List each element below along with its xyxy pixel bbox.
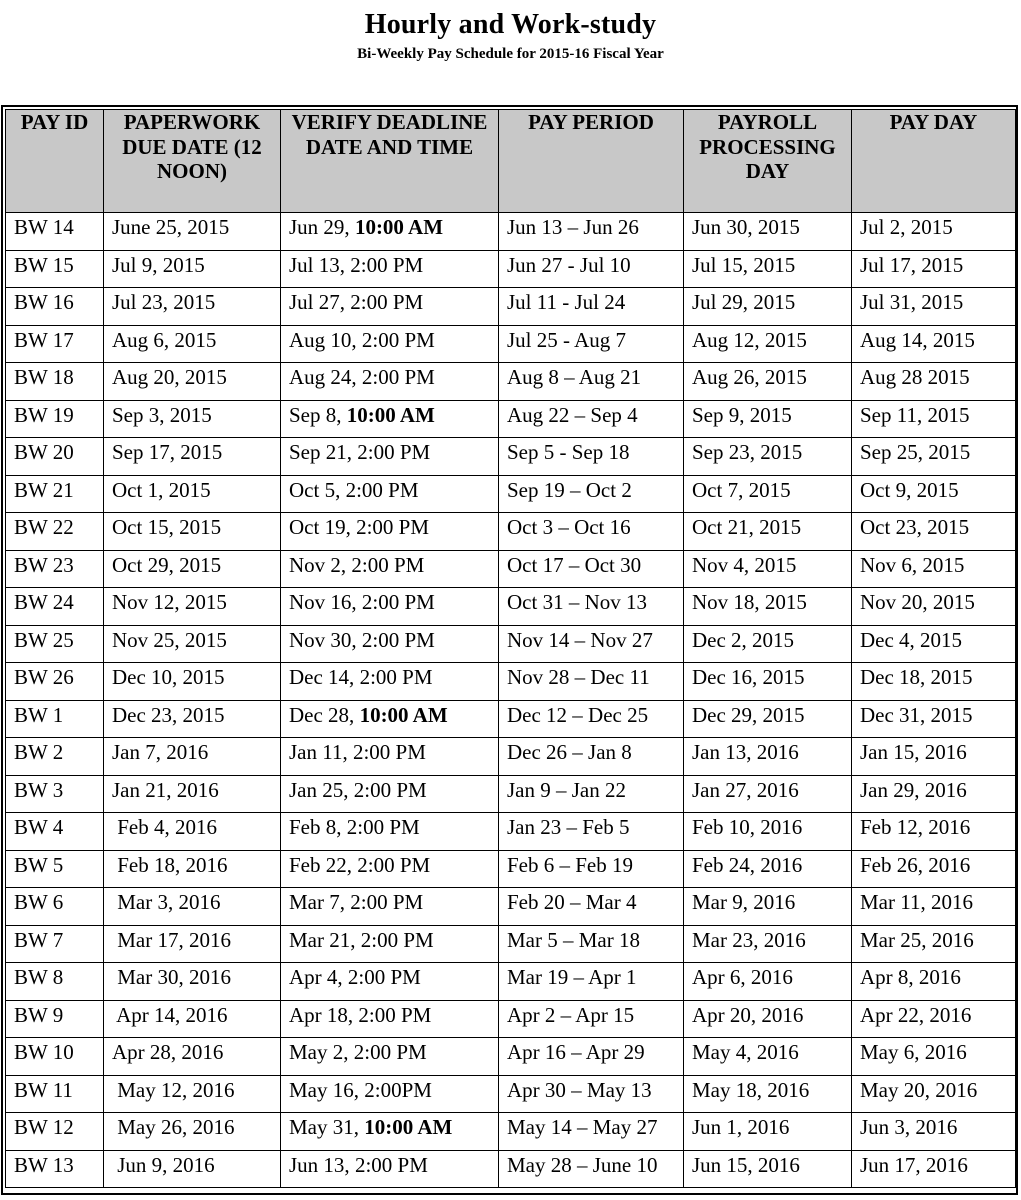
table-row: [6, 550, 1016, 588]
payroll-processing-day-cell: Jul 29, 2015: [684, 288, 852, 326]
table-body: [6, 213, 1016, 1188]
table-row: [6, 1038, 1016, 1076]
pay-period-cell: Feb 20 – Mar 4: [499, 888, 684, 926]
verify-deadline-cell: [281, 1038, 499, 1076]
pay-period-cell: Jan 9 – Jan 22: [499, 775, 684, 813]
verify-time: 2:00 PM: [361, 590, 435, 614]
verify-date: Aug 10,: [289, 327, 362, 352]
payroll-processing-day-cell: May 18, 2016: [684, 1075, 852, 1113]
verify-date: May 2,: [289, 1040, 354, 1064]
table-row: [6, 738, 1016, 776]
payroll-processing-day-cell: Dec 2, 2015: [684, 625, 852, 663]
verify-time: 2:00 PM: [354, 1152, 428, 1177]
column-header-pay-day: PAY DAY: [852, 110, 1016, 213]
paperwork-due-date-cell: Feb 4, 2016: [104, 813, 281, 851]
paperwork-due-date-cell: Dec 23, 2015: [104, 700, 281, 738]
verify-time: 2:00 PM: [353, 777, 427, 802]
payroll-processing-day-cell: Jan 13, 2016: [684, 738, 852, 776]
payroll-processing-day-cell: Nov 4, 2015: [684, 550, 852, 588]
pay-id-cell: BW 11: [6, 1075, 104, 1113]
verify-time: 2:00 PM: [350, 252, 424, 277]
paperwork-due-date-cell: Oct 29, 2015: [104, 550, 281, 588]
table-row: [6, 288, 1016, 326]
pay-id-cell: BW 6: [6, 888, 104, 926]
pay-schedule-table: [5, 109, 1016, 1188]
pay-day-cell: Dec 4, 2015: [852, 625, 1016, 663]
verify-deadline-cell: [281, 925, 499, 963]
verify-deadline-cell: [281, 738, 499, 776]
verify-time: 2:00 PM: [351, 552, 425, 577]
verify-date: Nov 16,: [289, 590, 362, 614]
paperwork-due-date-cell: Mar 30, 2016: [104, 963, 281, 1001]
paperwork-due-date-cell: May 12, 2016: [104, 1075, 281, 1113]
verify-date: Nov 2,: [289, 552, 352, 577]
pay-period-cell: Mar 19 – Apr 1: [499, 963, 684, 1001]
pay-id-cell: BW 24: [6, 588, 104, 626]
table-row: [6, 325, 1016, 363]
column-header-pay-id: PAY ID: [6, 110, 104, 213]
verify-time: 2:00 PM: [346, 815, 420, 839]
verify-time: 2:00 PM: [357, 852, 431, 877]
table-row: [6, 250, 1016, 288]
verify-deadline-cell: [281, 1113, 499, 1151]
verify-deadline-cell: [281, 963, 499, 1001]
column-header-verify-deadline: VERIFY DEADLINE DATE AND TIME: [281, 110, 499, 213]
verify-time: 2:00 PM: [361, 327, 435, 352]
pay-period-cell: Aug 22 – Sep 4: [499, 400, 684, 438]
paperwork-due-date-cell: Dec 10, 2015: [104, 663, 281, 701]
pay-period-cell: May 14 – May 27: [499, 1113, 684, 1151]
verify-deadline-cell: [281, 325, 499, 363]
payroll-processing-day-cell: Sep 23, 2015: [684, 438, 852, 476]
payroll-processing-day-cell: Jun 1, 2016: [684, 1113, 852, 1151]
verify-date: Oct 19,: [289, 515, 357, 539]
pay-id-cell: BW 3: [6, 775, 104, 813]
payroll-processing-day-cell: Nov 18, 2015: [684, 588, 852, 626]
pay-period-cell: Apr 2 – Apr 15: [499, 1000, 684, 1038]
table-row: [6, 663, 1016, 701]
verify-time: 10:00 AM: [346, 402, 435, 427]
pay-period-cell: Sep 5 - Sep 18: [499, 438, 684, 476]
verify-time: 2:00 PM: [357, 440, 431, 464]
column-header-payroll-processing-day: PAYROLL PROCESSING DAY: [684, 110, 852, 213]
paperwork-due-date-cell: Apr 28, 2016: [104, 1038, 281, 1076]
pay-id-cell: BW 2: [6, 738, 104, 776]
verify-deadline-cell: [281, 1150, 499, 1188]
payroll-processing-day-cell: Sep 9, 2015: [684, 400, 852, 438]
pay-period-cell: May 28 – June 10: [499, 1150, 684, 1188]
verify-date: Oct 5,: [289, 477, 346, 502]
pay-day-cell: May 20, 2016: [852, 1075, 1016, 1113]
verify-date: Apr 18,: [289, 1002, 359, 1027]
payroll-processing-day-cell: Aug 12, 2015: [684, 325, 852, 363]
verify-time: 10:00 AM: [364, 1115, 453, 1139]
pay-id-cell: BW 7: [6, 925, 104, 963]
table-row: [6, 925, 1016, 963]
verify-time: 2:00PM: [364, 1077, 432, 1102]
pay-period-cell: Feb 6 – Feb 19: [499, 850, 684, 888]
pay-day-cell: Jul 17, 2015: [852, 250, 1016, 288]
pay-day-cell: Jun 17, 2016: [852, 1150, 1016, 1188]
paperwork-due-date-cell: Oct 1, 2015: [104, 475, 281, 513]
verify-deadline-cell: [281, 775, 499, 813]
paperwork-due-date-cell: Aug 6, 2015: [104, 325, 281, 363]
verify-time: 10:00 AM: [354, 215, 444, 239]
pay-day-cell: May 6, 2016: [852, 1038, 1016, 1076]
pay-id-cell: BW 12: [6, 1113, 104, 1151]
verify-time: 2:00 PM: [360, 927, 434, 952]
paperwork-due-date-cell: Mar 17, 2016: [104, 925, 281, 963]
pay-period-cell: Jun 13 – Jun 26: [499, 213, 684, 251]
pay-period-cell: Dec 12 – Dec 25: [499, 700, 684, 738]
verify-time: 2:00 PM: [359, 665, 433, 689]
pay-id-cell: BW 15: [6, 250, 104, 288]
pay-id-cell: BW 1: [6, 700, 104, 738]
table-row: [6, 588, 1016, 626]
pay-day-cell: Oct 9, 2015: [852, 475, 1016, 513]
payroll-processing-day-cell: Jan 27, 2016: [684, 775, 852, 813]
verify-deadline-cell: [281, 813, 499, 851]
table-row: [6, 363, 1016, 401]
table-row: [6, 1000, 1016, 1038]
pay-period-cell: Oct 3 – Oct 16: [499, 513, 684, 551]
verify-deadline-cell: [281, 250, 499, 288]
pay-id-cell: BW 21: [6, 475, 104, 513]
table-row: [6, 1075, 1016, 1113]
paperwork-due-date-cell: Aug 20, 2015: [104, 363, 281, 401]
verify-deadline-cell: [281, 1000, 499, 1038]
payroll-processing-day-cell: Oct 7, 2015: [684, 475, 852, 513]
verify-date: Feb 22,: [289, 852, 358, 877]
pay-period-cell: Dec 26 – Jan 8: [499, 738, 684, 776]
paperwork-due-date-cell: Mar 3, 2016: [104, 888, 281, 926]
table-row: [6, 1150, 1016, 1188]
paperwork-due-date-cell: May 26, 2016: [104, 1113, 281, 1151]
pay-period-cell: Nov 28 – Dec 11: [499, 663, 684, 701]
pay-day-cell: Apr 8, 2016: [852, 963, 1016, 1001]
pay-id-cell: BW 17: [6, 325, 104, 363]
pay-day-cell: Nov 6, 2015: [852, 550, 1016, 588]
pay-period-cell: Jun 27 - Jul 10: [499, 250, 684, 288]
verify-deadline-cell: [281, 588, 499, 626]
pay-day-cell: Aug 28 2015: [852, 363, 1016, 401]
pay-period-cell: Nov 14 – Nov 27: [499, 625, 684, 663]
pay-id-cell: BW 13: [6, 1150, 104, 1188]
pay-day-cell: Dec 31, 2015: [852, 700, 1016, 738]
table-row: [6, 625, 1016, 663]
pay-period-cell: Aug 8 – Aug 21: [499, 363, 684, 401]
paperwork-due-date-cell: Jan 7, 2016: [104, 738, 281, 776]
payroll-processing-day-cell: Feb 10, 2016: [684, 813, 852, 851]
pay-day-cell: Jun 3, 2016: [852, 1113, 1016, 1151]
verify-deadline-cell: [281, 550, 499, 588]
table-row: [6, 963, 1016, 1001]
verify-time: 2:00 PM: [358, 1002, 432, 1027]
verify-date: May 16,: [289, 1077, 365, 1102]
table-row: [6, 813, 1016, 851]
verify-time: 2:00 PM: [361, 627, 435, 652]
pay-period-cell: Mar 5 – Mar 18: [499, 925, 684, 963]
paperwork-due-date-cell: Nov 25, 2015: [104, 625, 281, 663]
pay-period-cell: Jul 25 - Aug 7: [499, 325, 684, 363]
pay-id-cell: BW 5: [6, 850, 104, 888]
verify-date: Mar 21,: [289, 927, 361, 952]
pay-day-cell: Mar 25, 2016: [852, 925, 1016, 963]
pay-period-cell: Jan 23 – Feb 5: [499, 813, 684, 851]
pay-day-cell: Aug 14, 2015: [852, 325, 1016, 363]
pay-id-cell: BW 8: [6, 963, 104, 1001]
verify-date: Sep 21,: [289, 440, 358, 464]
table-row: [6, 213, 1016, 251]
pay-day-cell: Jul 31, 2015: [852, 288, 1016, 326]
verify-deadline-cell: [281, 663, 499, 701]
verify-time: 2:00 PM: [345, 477, 419, 502]
table-row: [6, 775, 1016, 813]
pay-id-cell: BW 22: [6, 513, 104, 551]
pay-id-cell: BW 10: [6, 1038, 104, 1076]
pay-day-cell: Feb 12, 2016: [852, 813, 1016, 851]
paperwork-due-date-cell: Apr 14, 2016: [104, 1000, 281, 1038]
paperwork-due-date-cell: Jul 23, 2015: [104, 288, 281, 326]
pay-period-cell: Jul 11 - Jul 24: [499, 288, 684, 326]
paperwork-due-date-cell: Nov 12, 2015: [104, 588, 281, 626]
verify-deadline-cell: [281, 288, 499, 326]
pay-id-cell: BW 4: [6, 813, 104, 851]
payroll-processing-day-cell: Feb 24, 2016: [684, 850, 852, 888]
verify-date: Feb 8,: [289, 815, 347, 839]
verify-deadline-cell: [281, 700, 499, 738]
verify-date: Dec 28,: [289, 702, 360, 727]
payroll-processing-day-cell: Aug 26, 2015: [684, 363, 852, 401]
pay-day-cell: Mar 11, 2016: [852, 888, 1016, 926]
verify-deadline-cell: [281, 438, 499, 476]
pay-period-cell: Sep 19 – Oct 2: [499, 475, 684, 513]
table-row: [6, 438, 1016, 476]
verify-time: 2:00 PM: [361, 365, 435, 389]
verify-time: 2:00 PM: [350, 890, 424, 914]
table-row: [6, 400, 1016, 438]
pay-day-cell: Sep 11, 2015: [852, 400, 1016, 438]
verify-deadline-cell: [281, 888, 499, 926]
column-header-paperwork-due-date: PAPERWORK DUE DATE (12 NOON): [104, 110, 281, 213]
verify-date: Sep 8,: [289, 402, 347, 427]
payroll-processing-day-cell: Oct 21, 2015: [684, 513, 852, 551]
pay-id-cell: BW 23: [6, 550, 104, 588]
payroll-processing-day-cell: Dec 16, 2015: [684, 663, 852, 701]
pay-day-cell: Jan 29, 2016: [852, 775, 1016, 813]
payroll-processing-day-cell: Mar 9, 2016: [684, 888, 852, 926]
pay-id-cell: BW 19: [6, 400, 104, 438]
pay-id-cell: BW 16: [6, 288, 104, 326]
verify-date: Dec 14,: [289, 665, 360, 689]
payroll-processing-day-cell: Jul 15, 2015: [684, 250, 852, 288]
verify-deadline-cell: [281, 625, 499, 663]
payroll-processing-day-cell: Apr 6, 2016: [684, 963, 852, 1001]
verify-date: Jul 27,: [289, 290, 351, 314]
pay-id-cell: BW 25: [6, 625, 104, 663]
pay-period-cell: Apr 30 – May 13: [499, 1075, 684, 1113]
pay-id-cell: BW 14: [6, 213, 104, 251]
page-title: Hourly and Work-study: [364, 9, 657, 40]
verify-date: Mar 7,: [289, 890, 351, 914]
pay-id-cell: BW 20: [6, 438, 104, 476]
pay-period-cell: Oct 31 – Nov 13: [499, 588, 684, 626]
verify-deadline-cell: [281, 363, 499, 401]
pay-day-cell: Feb 26, 2016: [852, 850, 1016, 888]
paperwork-due-date-cell: Jun 9, 2016: [104, 1150, 281, 1188]
paperwork-due-date-cell: Sep 3, 2015: [104, 400, 281, 438]
verify-time: 2:00 PM: [356, 515, 430, 539]
payroll-processing-day-cell: Jun 15, 2016: [684, 1150, 852, 1188]
paperwork-due-date-cell: Jan 21, 2016: [104, 775, 281, 813]
verify-date: May 31,: [289, 1115, 365, 1139]
table-row: [6, 700, 1016, 738]
pay-day-cell: Sep 25, 2015: [852, 438, 1016, 476]
verify-date: Aug 24,: [289, 365, 362, 389]
column-header-pay-period: PAY PERIOD: [499, 110, 684, 213]
verify-date: Apr 4,: [289, 965, 348, 989]
verify-deadline-cell: [281, 400, 499, 438]
table-row: [6, 850, 1016, 888]
table-header-row: [6, 110, 1016, 213]
paperwork-due-date-cell: Feb 18, 2016: [104, 850, 281, 888]
pay-period-cell: Oct 17 – Oct 30: [499, 550, 684, 588]
paperwork-due-date-cell: Sep 17, 2015: [104, 438, 281, 476]
pay-day-cell: Oct 23, 2015: [852, 513, 1016, 551]
verify-deadline-cell: [281, 513, 499, 551]
verify-date: Jan 25,: [289, 777, 354, 802]
payroll-processing-day-cell: Dec 29, 2015: [684, 700, 852, 738]
pay-period-cell: Apr 16 – Apr 29: [499, 1038, 684, 1076]
page-subtitle: Bi-Weekly Pay Schedule for 2015-16 Fiscal Year: [357, 46, 664, 62]
verify-date: Jun 13,: [289, 1152, 355, 1177]
verify-deadline-cell: [281, 213, 499, 251]
pay-day-cell: Jan 15, 2016: [852, 738, 1016, 776]
table-row: [6, 888, 1016, 926]
pay-day-cell: Nov 20, 2015: [852, 588, 1016, 626]
verify-date: Jun 29,: [289, 215, 355, 239]
pay-id-cell: BW 18: [6, 363, 104, 401]
verify-time: 10:00 AM: [359, 702, 448, 727]
verify-time: 2:00 PM: [352, 740, 426, 764]
payroll-processing-day-cell: Jun 30, 2015: [684, 213, 852, 251]
payroll-processing-day-cell: May 4, 2016: [684, 1038, 852, 1076]
pay-id-cell: BW 9: [6, 1000, 104, 1038]
table-row: [6, 513, 1016, 551]
pay-day-cell: Dec 18, 2015: [852, 663, 1016, 701]
verify-time: 2:00 PM: [353, 1040, 427, 1064]
verify-date: Jan 11,: [289, 740, 353, 764]
payroll-processing-day-cell: Mar 23, 2016: [684, 925, 852, 963]
table-row: [6, 1113, 1016, 1151]
verify-date: Nov 30,: [289, 627, 362, 652]
payroll-processing-day-cell: Apr 20, 2016: [684, 1000, 852, 1038]
verify-date: Jul 13,: [289, 252, 351, 277]
pay-id-cell: BW 26: [6, 663, 104, 701]
pay-day-cell: Apr 22, 2016: [852, 1000, 1016, 1038]
paperwork-due-date-cell: Oct 15, 2015: [104, 513, 281, 551]
paperwork-due-date-cell: June 25, 2015: [104, 213, 281, 251]
verify-deadline-cell: [281, 475, 499, 513]
paperwork-due-date-cell: Jul 9, 2015: [104, 250, 281, 288]
table-row: [6, 475, 1016, 513]
pay-day-cell: Jul 2, 2015: [852, 213, 1016, 251]
verify-deadline-cell: [281, 850, 499, 888]
verify-deadline-cell: [281, 1075, 499, 1113]
verify-time: 2:00 PM: [347, 965, 421, 989]
verify-time: 2:00 PM: [350, 290, 424, 314]
